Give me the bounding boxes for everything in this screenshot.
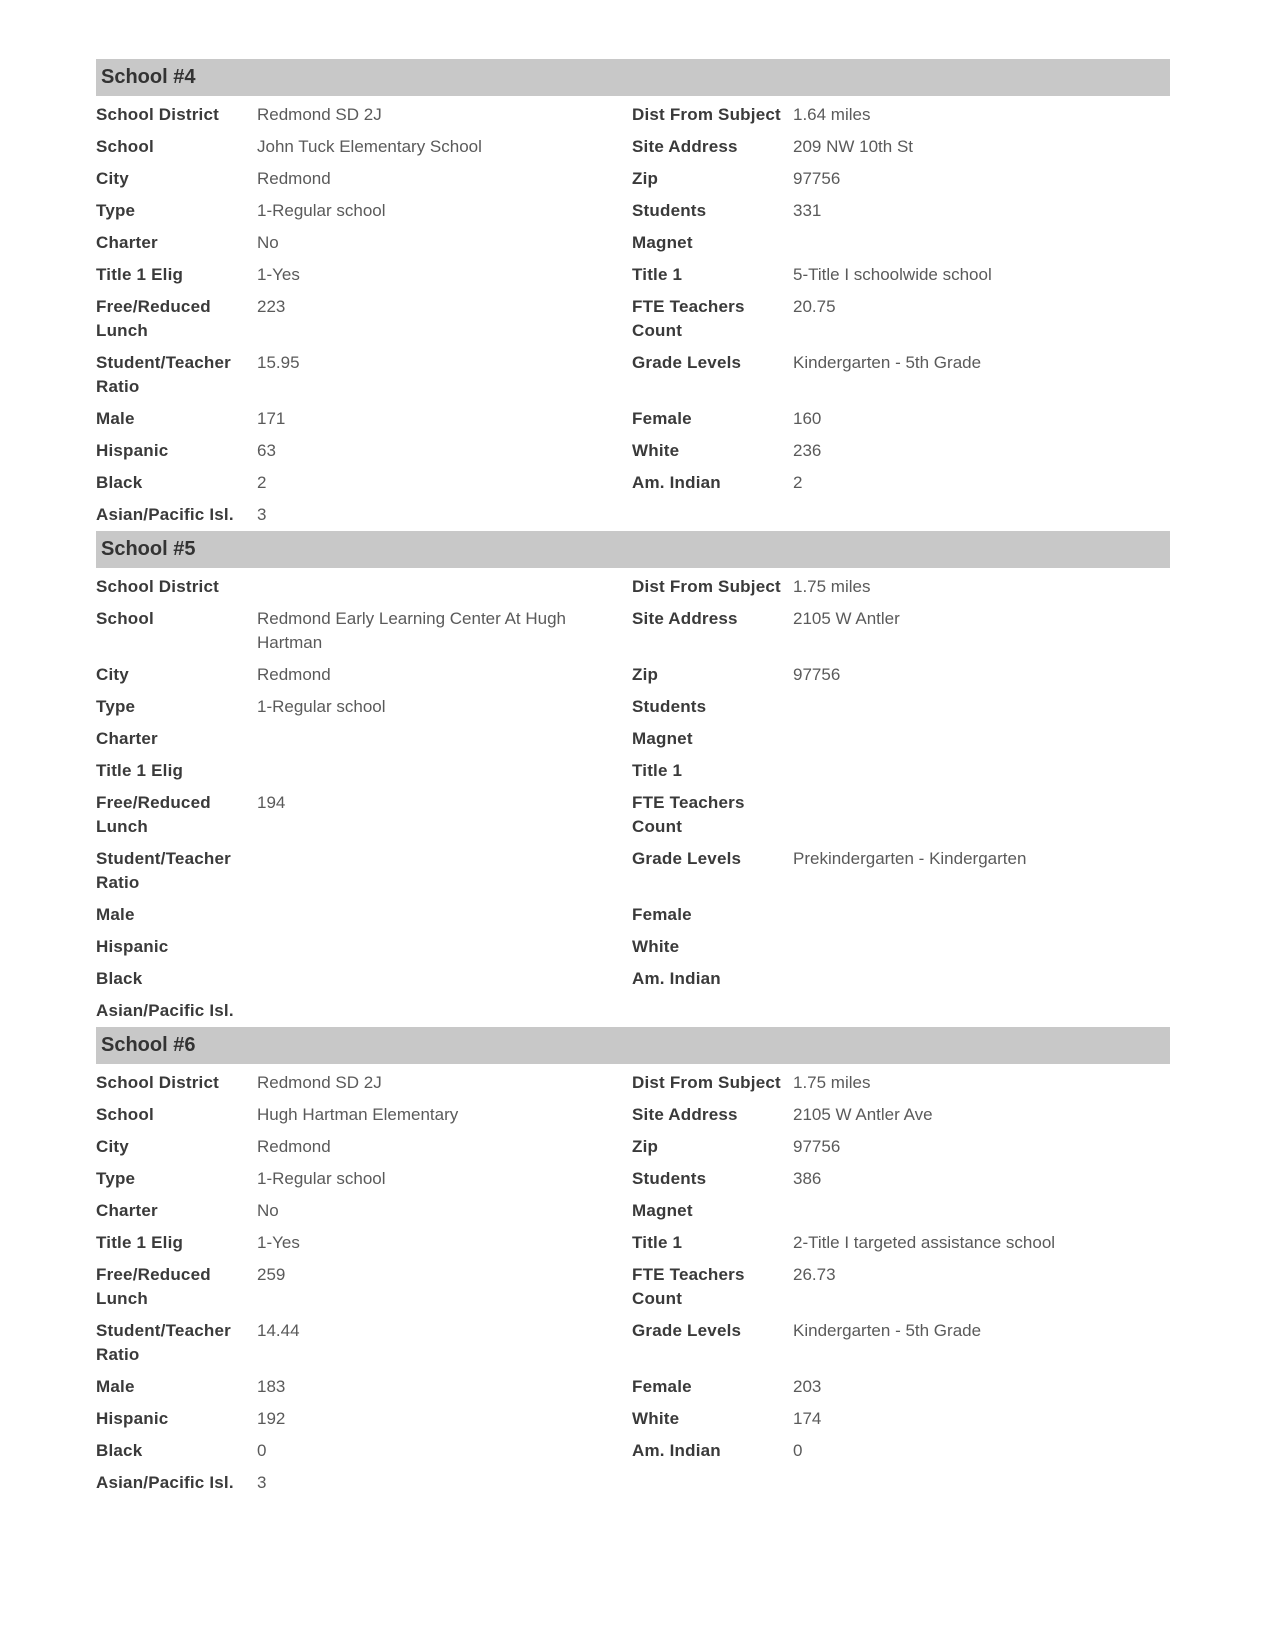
hispanic-value: 63 xyxy=(257,441,276,460)
female-value xyxy=(793,899,1170,931)
zip-value: 97756 xyxy=(793,1137,841,1156)
fte-teachers-count-value: 20.75 xyxy=(793,297,836,316)
student-teacher-ratio-label: Student/Teacher Ratio xyxy=(96,353,231,396)
detail-row xyxy=(96,571,1170,603)
type-label: Type xyxy=(96,201,136,220)
detail-row xyxy=(96,691,1170,723)
white-label: White xyxy=(632,441,680,460)
male-value: 183 xyxy=(257,1377,286,1396)
type-label: Type xyxy=(96,697,136,716)
charter-value xyxy=(257,723,632,755)
detail-row xyxy=(96,1259,1170,1315)
dist-from-subject-label: Dist From Subject xyxy=(632,1073,781,1092)
charter-label: Charter xyxy=(96,729,158,748)
free-reduced-lunch-label: Free/Reduced Lunch xyxy=(96,793,211,836)
free-reduced-lunch-value: 259 xyxy=(257,1265,286,1284)
free-reduced-lunch-value: 194 xyxy=(257,793,286,812)
dist-from-subject-label: Dist From Subject xyxy=(632,105,781,124)
student-teacher-ratio-value xyxy=(257,843,632,899)
asian-pacific-value: 3 xyxy=(257,505,267,524)
students-value: 331 xyxy=(793,201,822,220)
am-indian-value: 2 xyxy=(793,473,803,492)
grade-levels-value: Kindergarten - 5th Grade xyxy=(793,1321,982,1340)
black-label: Black xyxy=(96,969,143,988)
free-reduced-lunch-value: 223 xyxy=(257,297,286,316)
female-label: Female xyxy=(632,1377,692,1396)
detail-row xyxy=(96,963,1170,995)
am-indian-value xyxy=(793,963,1170,995)
site-address-value: 2105 W Antler Ave xyxy=(793,1105,933,1124)
students-label: Students xyxy=(632,1169,707,1188)
detail-row xyxy=(96,163,1170,195)
male-value xyxy=(257,899,632,931)
female-value: 160 xyxy=(793,409,822,428)
detail-row xyxy=(96,1467,1170,1499)
detail-row xyxy=(96,1131,1170,1163)
city-label: City xyxy=(96,665,129,684)
am-indian-label: Am. Indian xyxy=(632,473,721,492)
type-value: 1-Regular school xyxy=(257,697,386,716)
school-section xyxy=(96,1027,1170,1499)
fte-teachers-count-label: FTE Teachers Count xyxy=(632,297,745,340)
student-teacher-ratio-label: Student/Teacher Ratio xyxy=(96,1321,231,1364)
type-value: 1-Regular school xyxy=(257,201,386,220)
white-value: 174 xyxy=(793,1409,822,1428)
black-value: 2 xyxy=(257,473,267,492)
black-value xyxy=(257,963,632,995)
school-district-value: Redmond SD 2J xyxy=(257,1073,382,1092)
detail-row xyxy=(96,291,1170,347)
school-details xyxy=(96,96,1170,531)
detail-row xyxy=(96,603,1170,659)
title1-value: 5-Title I schoolwide school xyxy=(793,265,992,284)
type-value: 1-Regular school xyxy=(257,1169,386,1188)
asian-pacific-label: Asian/Pacific Isl. xyxy=(96,1001,234,1020)
detail-row xyxy=(96,659,1170,691)
detail-row xyxy=(96,1435,1170,1467)
grade-levels-label: Grade Levels xyxy=(632,849,742,868)
black-label: Black xyxy=(96,1441,143,1460)
white-label: White xyxy=(632,937,680,956)
fte-teachers-count-value: 26.73 xyxy=(793,1265,836,1284)
hispanic-label: Hispanic xyxy=(96,441,169,460)
detail-row xyxy=(96,787,1170,843)
detail-row xyxy=(96,899,1170,931)
school-report-page xyxy=(96,59,1170,1499)
title1-value: 2-Title I targeted assistance school xyxy=(793,1233,1056,1252)
detail-row xyxy=(96,843,1170,899)
detail-row xyxy=(96,1227,1170,1259)
magnet-label: Magnet xyxy=(632,729,693,748)
school-label: School xyxy=(96,609,154,628)
detail-row xyxy=(96,1371,1170,1403)
detail-row xyxy=(96,1403,1170,1435)
detail-row xyxy=(96,499,1170,531)
dist-from-subject-value: 1.75 miles xyxy=(793,577,871,596)
asian-pacific-label: Asian/Pacific Isl. xyxy=(96,1473,234,1492)
black-label: Black xyxy=(96,473,143,492)
city-label: City xyxy=(96,1137,129,1156)
school-value: Hugh Hartman Elementary xyxy=(257,1105,459,1124)
student-teacher-ratio-label: Student/Teacher Ratio xyxy=(96,849,231,892)
magnet-value xyxy=(793,227,1170,259)
site-address-value: 209 NW 10th St xyxy=(793,137,914,156)
detail-row xyxy=(96,435,1170,467)
detail-row xyxy=(96,723,1170,755)
city-value: Redmond xyxy=(257,169,331,188)
fte-teachers-count-label: FTE Teachers Count xyxy=(632,793,745,836)
school-label: School xyxy=(96,1105,154,1124)
male-value: 171 xyxy=(257,409,286,428)
school-district-value: Redmond SD 2J xyxy=(257,105,382,124)
detail-row xyxy=(96,1163,1170,1195)
title1-elig-value: 1-Yes xyxy=(257,265,300,284)
magnet-label: Magnet xyxy=(632,1201,693,1220)
school-district-label: School District xyxy=(96,577,219,596)
students-value xyxy=(793,691,1170,723)
free-reduced-lunch-label: Free/Reduced Lunch xyxy=(96,297,211,340)
school-header: School #5 xyxy=(96,531,1170,568)
school-header: School #4 xyxy=(96,59,1170,96)
school-section xyxy=(96,531,1170,1027)
detail-row xyxy=(96,347,1170,403)
asian-pacific-value xyxy=(257,995,632,1027)
school-district-value xyxy=(257,571,632,603)
site-address-label: Site Address xyxy=(632,1105,738,1124)
hispanic-value xyxy=(257,931,632,963)
detail-row xyxy=(96,467,1170,499)
detail-row xyxy=(96,131,1170,163)
city-value: Redmond xyxy=(257,665,331,684)
zip-label: Zip xyxy=(632,1137,659,1156)
city-value: Redmond xyxy=(257,1137,331,1156)
school-details xyxy=(96,568,1170,1027)
magnet-label: Magnet xyxy=(632,233,693,252)
detail-row xyxy=(96,931,1170,963)
school-district-label: School District xyxy=(96,1073,219,1092)
male-label: Male xyxy=(96,409,135,428)
grade-levels-value: Kindergarten - 5th Grade xyxy=(793,353,982,372)
asian-pacific-label: Asian/Pacific Isl. xyxy=(96,505,234,524)
zip-value: 97756 xyxy=(793,665,841,684)
male-label: Male xyxy=(96,1377,135,1396)
detail-row xyxy=(96,1195,1170,1227)
grade-levels-value: Prekindergarten - Kindergarten xyxy=(793,849,1027,868)
title1-elig-label: Title 1 Elig xyxy=(96,761,184,780)
type-label: Type xyxy=(96,1169,136,1188)
detail-row xyxy=(96,995,1170,1027)
school-label: School xyxy=(96,137,154,156)
white-value xyxy=(793,931,1170,963)
hispanic-value: 192 xyxy=(257,1409,286,1428)
title1-label: Title 1 xyxy=(632,265,683,284)
students-value: 386 xyxy=(793,1169,822,1188)
zip-label: Zip xyxy=(632,665,659,684)
school-section xyxy=(96,59,1170,531)
female-label: Female xyxy=(632,905,692,924)
site-address-label: Site Address xyxy=(632,137,738,156)
charter-value: No xyxy=(257,1201,279,1220)
charter-label: Charter xyxy=(96,233,158,252)
white-label: White xyxy=(632,1409,680,1428)
detail-row xyxy=(96,99,1170,131)
site-address-value: 2105 W Antler xyxy=(793,609,900,628)
title1-elig-label: Title 1 Elig xyxy=(96,265,184,284)
title1-elig-label: Title 1 Elig xyxy=(96,1233,184,1252)
school-value: Redmond Early Learning Center At Hugh Hartman xyxy=(257,609,567,652)
city-label: City xyxy=(96,169,129,188)
female-value: 203 xyxy=(793,1377,822,1396)
school-details xyxy=(96,1064,1170,1499)
charter-label: Charter xyxy=(96,1201,158,1220)
magnet-value xyxy=(793,723,1170,755)
asian-pacific-value: 3 xyxy=(257,1473,267,1492)
zip-label: Zip xyxy=(632,169,659,188)
student-teacher-ratio-value: 15.95 xyxy=(257,353,300,372)
hispanic-label: Hispanic xyxy=(96,937,169,956)
grade-levels-label: Grade Levels xyxy=(632,353,742,372)
dist-from-subject-value: 1.75 miles xyxy=(793,1073,871,1092)
detail-row xyxy=(96,755,1170,787)
detail-row xyxy=(96,195,1170,227)
title1-label: Title 1 xyxy=(632,1233,683,1252)
students-label: Students xyxy=(632,201,707,220)
zip-value: 97756 xyxy=(793,169,841,188)
dist-from-subject-label: Dist From Subject xyxy=(632,577,781,596)
school-value: John Tuck Elementary School xyxy=(257,137,482,156)
students-label: Students xyxy=(632,697,707,716)
detail-row xyxy=(96,259,1170,291)
female-label: Female xyxy=(632,409,692,428)
title1-elig-value xyxy=(257,755,632,787)
black-value: 0 xyxy=(257,1441,267,1460)
am-indian-value: 0 xyxy=(793,1441,803,1460)
detail-row xyxy=(96,1067,1170,1099)
site-address-label: Site Address xyxy=(632,609,738,628)
am-indian-label: Am. Indian xyxy=(632,969,721,988)
magnet-value xyxy=(793,1195,1170,1227)
white-value: 236 xyxy=(793,441,822,460)
hispanic-label: Hispanic xyxy=(96,1409,169,1428)
grade-levels-label: Grade Levels xyxy=(632,1321,742,1340)
charter-value: No xyxy=(257,233,279,252)
student-teacher-ratio-value: 14.44 xyxy=(257,1321,300,1340)
fte-teachers-count-label: FTE Teachers Count xyxy=(632,1265,745,1308)
school-header: School #6 xyxy=(96,1027,1170,1064)
free-reduced-lunch-label: Free/Reduced Lunch xyxy=(96,1265,211,1308)
fte-teachers-count-value xyxy=(793,787,1170,843)
title1-elig-value: 1-Yes xyxy=(257,1233,300,1252)
dist-from-subject-value: 1.64 miles xyxy=(793,105,871,124)
male-label: Male xyxy=(96,905,135,924)
detail-row xyxy=(96,403,1170,435)
detail-row xyxy=(96,1315,1170,1371)
school-district-label: School District xyxy=(96,105,219,124)
am-indian-label: Am. Indian xyxy=(632,1441,721,1460)
detail-row xyxy=(96,227,1170,259)
title1-value xyxy=(793,755,1170,787)
title1-label: Title 1 xyxy=(632,761,683,780)
detail-row xyxy=(96,1099,1170,1131)
